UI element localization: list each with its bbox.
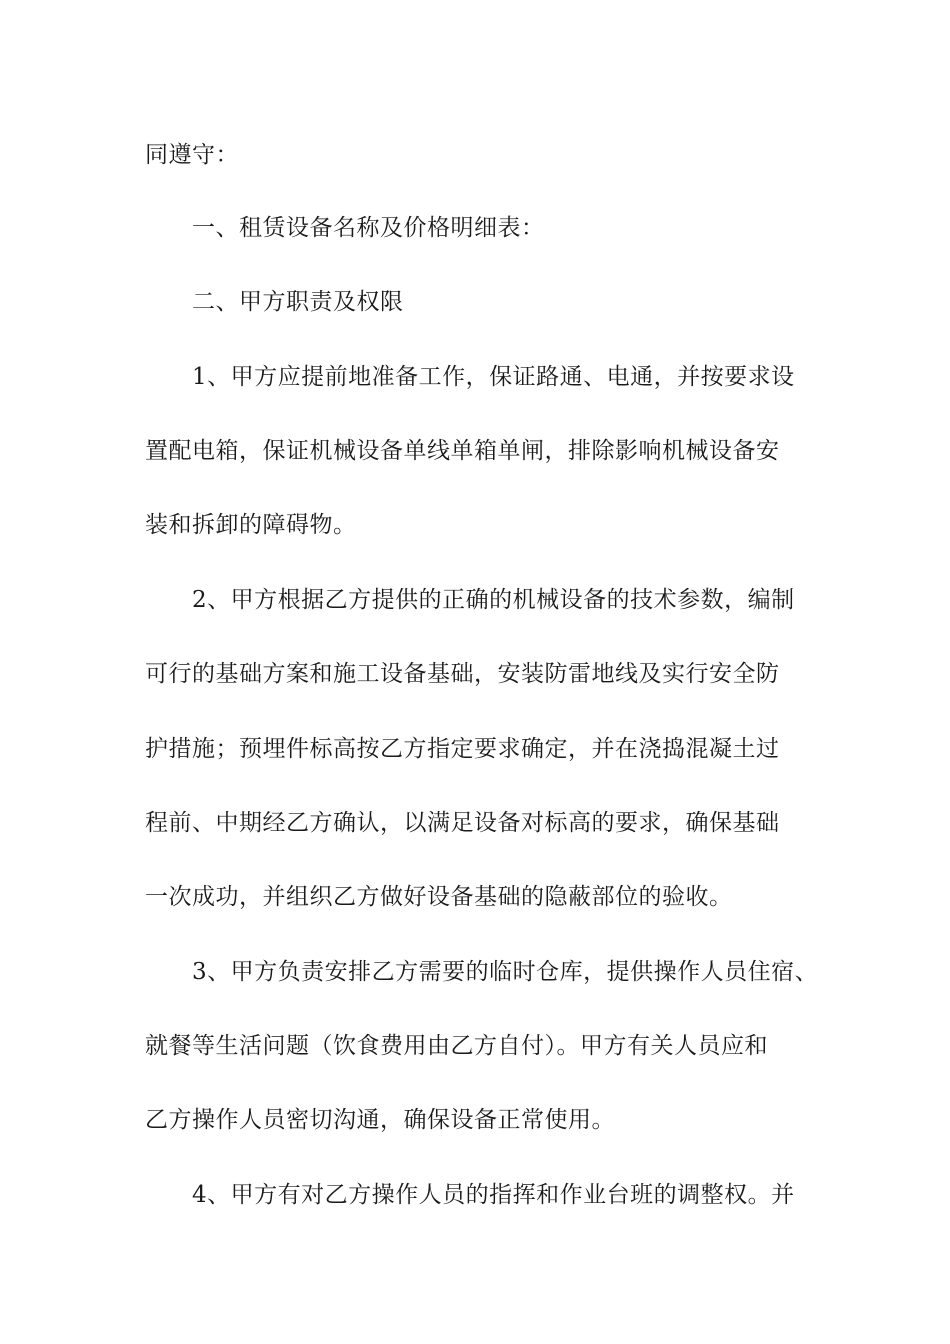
clause-3-line-2: 就餐等生活问题（饮食费用由乙方自付）。甲方有关人员应和	[145, 1033, 768, 1059]
clause-1-line-2: 置配电箱，保证机械设备单线单箱单闸，排除影响机械设备安	[145, 438, 780, 464]
section-heading-two: 二、甲方职责及权限	[192, 289, 404, 315]
clause-1-line-1: 1、甲方应提前地准备工作，保证路通、电通，并按要求设	[192, 364, 795, 390]
clause-3-line-1: 3、甲方负责安排乙方需要的临时仓库，提供操作人员住宿、	[192, 959, 819, 985]
clause-2-line-2: 可行的基础方案和施工设备基础，安装防雷地线及实行安全防	[145, 661, 780, 687]
clause-2-line-5: 一次成功，并组织乙方做好设备基础的隐蔽部位的验收。	[145, 884, 733, 910]
clause-2-line-1: 2、甲方根据乙方提供的正确的机械设备的技术参数，编制	[192, 587, 795, 613]
section-heading-one: 一、租赁设备名称及价格明细表：	[192, 215, 545, 241]
clause-1-line-3: 装和拆卸的障碍物。	[145, 512, 357, 538]
clause-2-line-4: 程前、中期经乙方确认，以满足设备对标高的要求，确保基础	[145, 810, 780, 836]
clause-2-line-3: 护措施；预埋件标高按乙方指定要求确定，并在浇捣混凝土过	[145, 736, 780, 762]
clause-3-line-3: 乙方操作人员密切沟通，确保设备正常使用。	[145, 1107, 615, 1133]
clause-4-line-1: 4、甲方有对乙方操作人员的指挥和作业台班的调整权。并	[192, 1182, 795, 1208]
text-line-continuation: 同遵守：	[145, 142, 239, 168]
